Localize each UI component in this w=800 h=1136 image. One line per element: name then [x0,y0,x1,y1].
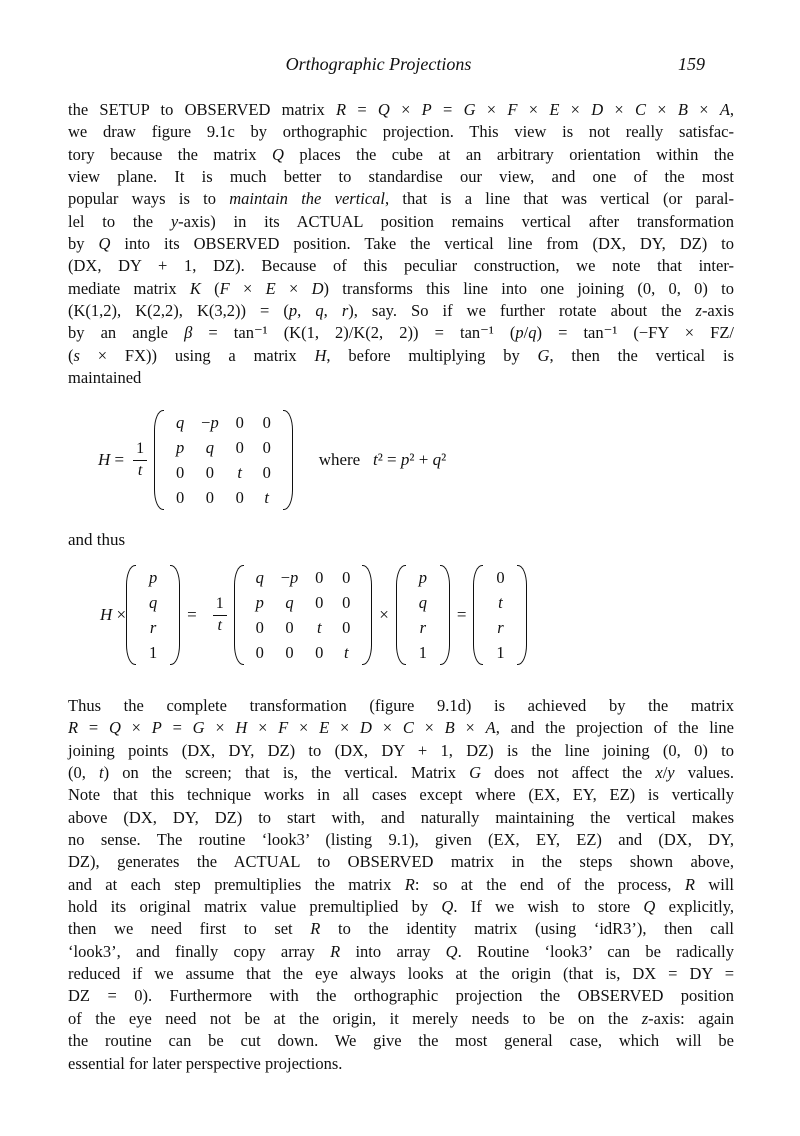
text-line: the SETUP to OBSERVED matrix R = Q × P = G × F × E × D × C × B × A, [68,100,735,119]
text-line: (DX, DY + 1, DZ). Because of this peculiar construction, we note that inter- [68,256,734,276]
text-line: popular ways is to maintain the vertical, that is a line that was vertical (or paral- [68,189,734,209]
right-paren [440,565,450,665]
matrix-cell: q [176,412,185,432]
matrix-cell: t [264,487,269,507]
connector-text: and thus [68,530,126,549]
left-paren [473,565,483,665]
fraction-one-over-t [133,440,147,480]
matrix-cell: − p [201,412,219,432]
text-line: view plane. It is much better to standardise our view, and one of the most [68,167,734,187]
matrix-cell: − p [280,567,299,587]
text-line: (K(1,2), K(2,2), K(3,2)) = (p, q, r), say. So if we further rotate about the z-axis [68,301,735,321]
paragraph-2 [68,695,734,1075]
eq1-where-clause: where t² = p² + q² [318,450,447,469]
paragraph-1 [68,99,734,389]
right-paren [170,565,180,665]
page-number: 159 [678,54,705,74]
times-sign: × [379,605,389,624]
left-paren [396,565,406,665]
vector-cell: 0 [496,567,505,587]
matrix-cell: 0 [255,642,264,662]
vector-cell: q [149,592,158,612]
text-line: joining points (DX, DY, DZ) to (DX, DY + 1, DZ) is the line joining (0, 0) to [68,740,734,760]
running-head: Orthographic Projections [285,54,472,74]
equals-sign: = [456,605,467,624]
eq2-lhs: H × [100,605,127,624]
vector-cells [410,565,436,665]
vector-cell: p [418,567,427,587]
text-line: R = Q × P = G × H × F × E × D × C × B × A, and the projection of the line [68,718,734,738]
text-line: reduced if we assume that the eye always looks at the origin (that is, DX = DY = [68,964,734,984]
fraction-denominator: t [217,616,222,634]
vector-cell: r [149,617,157,637]
vector-cell: 1 [149,642,158,662]
vector-cell: 1 [418,642,427,662]
matrix-H [154,410,293,510]
matrix-cell: 0 [315,592,324,612]
matrix-cell: 0 [235,487,244,507]
matrix-cell: t [343,642,349,662]
matrix-cell: p [255,592,264,612]
left-paren [126,565,136,665]
right-paren [362,565,372,665]
vector-cell: r [419,617,427,637]
text-line: by an angle β = tan⁻¹ (K(1, 2)/K(2, 2)) = tan⁻¹ (p/q) = tan⁻¹ (−FY × FZ/ [68,323,734,343]
text-line: and at each step premultiplies the matrix R: so at the end of the process, R will [68,874,735,894]
right-paren [283,410,293,510]
left-paren [154,410,164,510]
text-line: Thus the complete transformation (figure 9.1d) is achieved by the matrix [68,696,734,715]
text-line: maintained [68,368,142,388]
eq1-lhs: H = [98,450,125,469]
vector-cell: p [149,567,158,587]
matrix-H [234,565,373,665]
matrix-cell: 0 [342,617,351,637]
vector-0tr1-result [473,565,527,665]
text-line: ‘look3’, and finally copy array R into array Q. Routine ‘look3’ can be radically [68,941,734,961]
fraction-denominator: t [137,461,143,479]
matrix-cell: 0 [315,642,324,662]
left-paren [234,565,244,665]
matrix-cell: 0 [205,462,215,482]
text-line: we draw figure 9.1c by orthographic projection. This view is not really satisfac- [68,122,734,142]
matrix-cell: t [237,462,242,482]
matrix-H-cells [248,565,359,665]
text-line: above (DX, DY, DZ) to start with, and naturally maintaining the vertical makes [68,807,734,827]
right-paren [517,565,527,665]
matrix-cell: 0 [285,617,294,637]
text-line: essential for later perspective projections. [68,1053,343,1073]
matrix-cell: 0 [285,642,294,662]
equation-H-definition [98,407,446,513]
matrix-cell: 0 [262,437,271,457]
vector-cell: 1 [496,642,505,662]
vector-pqr1-input2 [396,565,450,665]
equation-H-applied [100,562,527,668]
vector-cells [140,565,166,665]
vector-cell: q [418,592,427,612]
matrix-cell: 0 [342,567,351,587]
text-line: (0, t) on the screen; that is, the vertical. Matrix G does not affect the x/y values. [68,763,735,783]
page-header [68,54,733,78]
matrix-cell: 0 [262,412,271,432]
text-line: by Q into its OBSERVED position. Take the vertical line from (DX, DY, DZ) to [68,234,735,254]
text-line: of the eye need not be at the origin, it merely needs to be on the z-axis: again [68,1008,734,1028]
matrix-cell: 0 [255,617,264,637]
text-line: DZ = 0). Furthermore with the orthographic projection the OBSERVED position [68,986,734,1006]
fraction-numerator: 1 [213,595,227,615]
matrix-cell: 0 [262,462,271,482]
text-line: tory because the matrix Q places the cube at an arbitrary orientation within the [68,144,734,164]
vector-pqr1-input [126,565,180,665]
text-line: mediate matrix K (F × E × D) transforms this line into one joining (0, 0, 0) to [68,278,735,298]
matrix-cell: 0 [205,487,215,507]
matrix-cell: p [176,437,185,457]
vector-cells [487,565,513,665]
matrix-H-cells [168,410,279,510]
fraction-numerator: 1 [133,440,147,460]
matrix-cell: t [316,617,322,637]
vector-cell: t [498,592,503,612]
matrix-cell: q [285,592,294,612]
matrix-cell: 0 [176,487,185,507]
text-line: DZ), generates the ACTUAL to OBSERVED matrix in the steps shown above, [68,852,734,872]
fraction-one-over-t [213,595,227,635]
matrix-cell: q [205,437,215,457]
equals-sign: = [187,605,197,624]
text-line: the routine can be cut down. We give the most general case, which will be [68,1031,734,1051]
matrix-cell: q [255,567,264,587]
matrix-cell: 0 [235,412,244,432]
matrix-cell: 0 [176,462,185,482]
text-line: then we need first to set R to the identity matrix (using ‘idR3’), then call [68,919,734,939]
text-line: lel to the y-axis) in its ACTUAL position remains vertical after transformation [68,211,734,231]
text-line: (s × FX)) using a matrix H, before multiplying by G, then the vertical is [68,345,734,365]
vector-cell: r [497,617,504,637]
matrix-cell: 0 [235,437,244,457]
text-line: hold its original matrix value premultiplied by Q. If we wish to store Q explicitly, [68,897,734,917]
matrix-cell: 0 [315,567,324,587]
text-line: no sense. The routine ‘look3’ (listing 9.1), given (EX, EY, EZ) and (DX, DY, [68,830,734,850]
text-line: Note that this technique works in all cases except where (EX, EY, EZ) is vertically [68,785,734,805]
matrix-cell: 0 [342,592,351,612]
